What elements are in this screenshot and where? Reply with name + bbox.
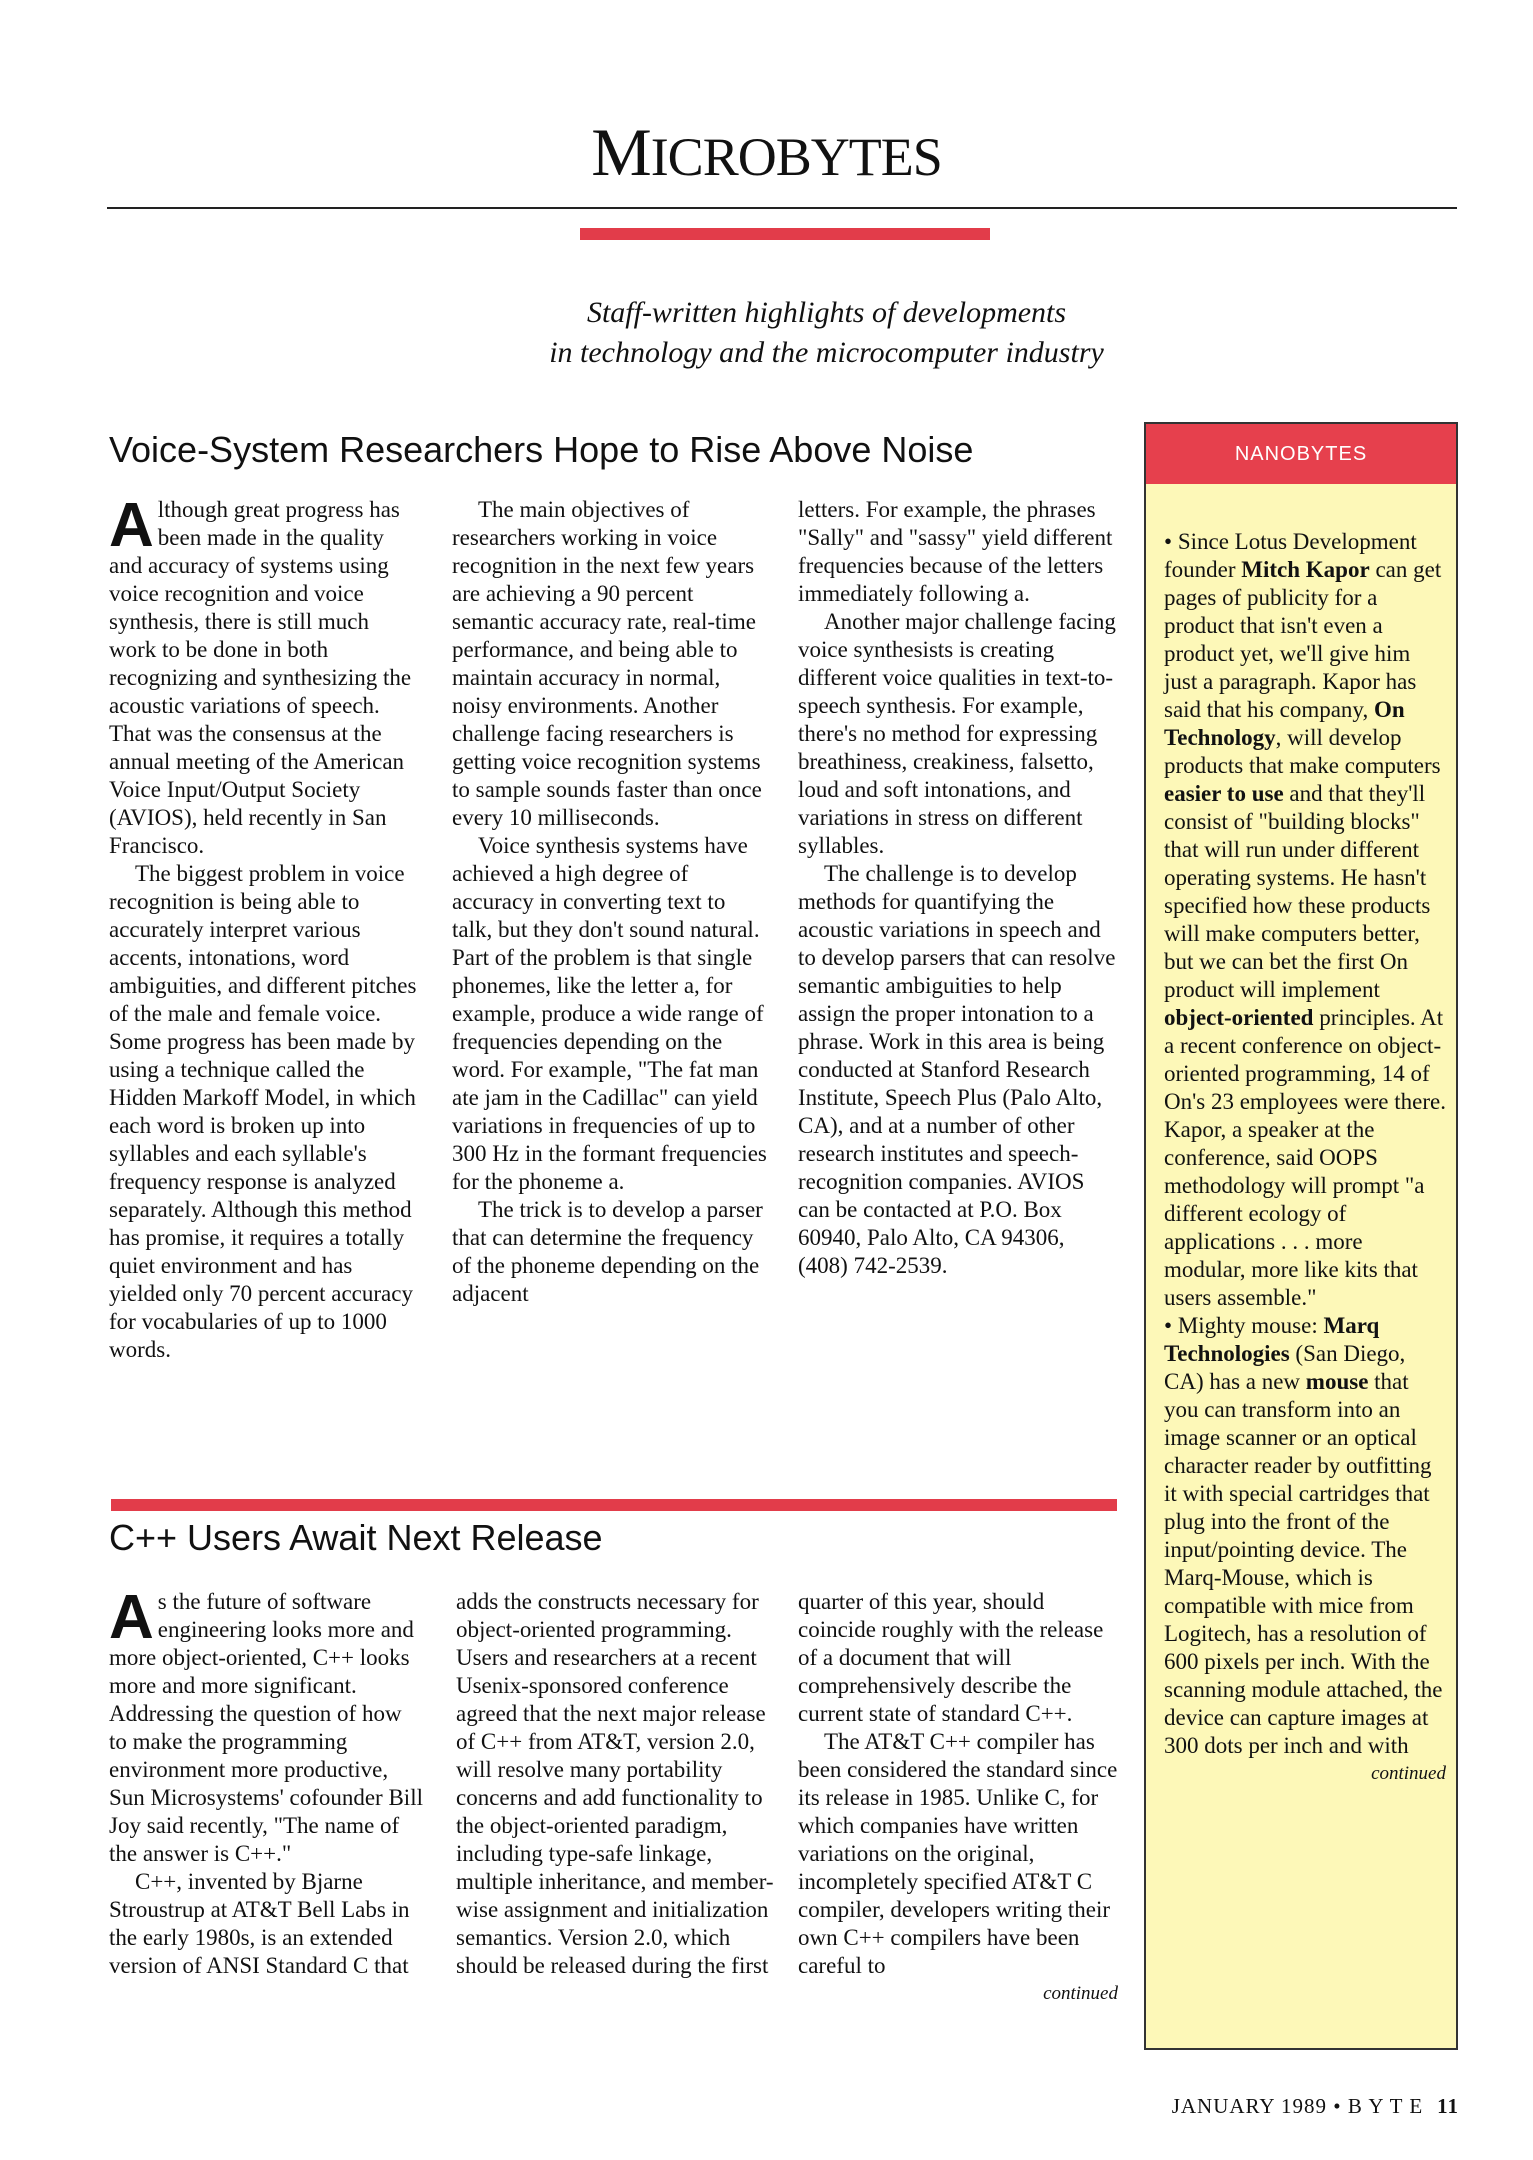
- page-number: 11: [1437, 2094, 1459, 2118]
- article1-paragraph: The challenge is to develop methods for quantifying the acoustic variations in speech and to develop parsers that can resolve semantic ambiguities to help assign the proper intonation to a phrase. Work in this area is being conducted at Stanford Research Institute, Speech Plus (Palo Alto, CA), and at a number of other research institutes and speech-recognition companies. AVIOS can be contacted at P.O. Box 60940, Palo Alto, CA 94306, (408) 742-2539.: [798, 861, 1116, 1278]
- masthead-initial: M: [591, 114, 651, 190]
- article1-paragraph: Voice synthesis systems have achieved a high degree of accuracy in converting text to talk, but they don't sound natural. Part of the problem is that single phonemes, like the letter a, for example, produce a wide range of frequencies depending on the word. For example, "The fat man ate jam in the Cadillac" can yield variations in frequencies of up to 300 Hz in the formant frequencies for the phoneme a.: [452, 833, 767, 1194]
- sidebar-item-2: • Mighty mouse: Marq Technologies (San Diego, CA) has a new mouse that you can transform into an image scanner or an optical character reader by outfitting it with special cartridges that plug into the front of the input/pointing device. The Marq-Mouse, which is compatible with mice from Logitech, has a resolution of 600 pixels per inch. With the scanning module attached, the device can capture images at 300 dots per inch and with: [1164, 1313, 1443, 1758]
- article2-paragraph: adds the constructs necessary for object-oriented programming. Users and researchers at a recent Usenix-sponsored conference agreed that the next major release of C++ from AT&T, version 2.0, will resolve many portability concerns and add functionality to the object-oriented paradigm, including type-safe linkage, multiple inheritance, and member-wise assignment and initialization semantics. Version 2.0, which should be released during the first: [456, 1589, 774, 1978]
- article1-paragraph: Although great progress has been made in the quality and accuracy of systems using voice recognition and voice synthesis, there is still much work to be done in both recognizing and synthesizing the acoustic variations of speech. That was the consensus at the annual meeting of the American Voice Input/Output Society (AVIOS), held recently in San Francisco.: [109, 491, 412, 858]
- section-subtitle: [0, 293, 1533, 373]
- article2-red-bar: [111, 1499, 1117, 1511]
- article1-paragraph: The main objectives of researchers working in voice recognition in the next few years are achieving a 90 percent semantic accuracy rate, real-time performance, and being able to maintain accuracy in normal, noisy environments. Another challenge facing researchers is getting voice recognition systems to sample sounds faster than once every 10 milliseconds.: [452, 497, 762, 830]
- subtitle-line-2: in technology and the microcomputer industry: [549, 336, 1104, 369]
- article2-paragraph: The AT&T C++ compiler has been considered the standard since its release in 1985. Unlike C, for which companies have written variations on the original, incompletely specified AT&T C compiler, developers writing their own C++ compilers have been careful to: [798, 1729, 1118, 1978]
- masthead-red-bar: [580, 228, 990, 240]
- article1-column-2: [452, 496, 770, 1308]
- masthead-title: [0, 112, 1533, 197]
- masthead-rest: ICROBYTES: [650, 127, 942, 187]
- article1-paragraph: Another major challenge facing voice synthesists is creating different voice qualities in text-to-speech synthesis. For example, there's no method for expressing breathiness, creakiness, falsetto, loud and soft intonations, and variations in stress on different syllables.: [798, 609, 1116, 858]
- article1-column-3: [798, 496, 1116, 1280]
- article1-paragraph: letters. For example, the phrases "Sally" and "sassy" yield different frequencies because of the letters immediately following a.: [798, 497, 1113, 606]
- article1-paragraph: The biggest problem in voice recognition is being able to accurately interpret various accents, intonations, word ambiguities, and different pitches of the male and female voice. Some progress has been made by using a technique called the Hidden Markoff Model, in which each word is broken up into syllables and each syllable's frequency response is analyzed separately. Although this method has promise, it requires a totally quiet environment and has yielded only 70 percent accuracy for vocabularies of up to 1000 words.: [109, 861, 417, 1362]
- footer-issue: JANUARY 1989 • B Y T E: [1171, 2094, 1424, 2118]
- article2-column-1: [109, 1583, 425, 1980]
- subtitle-line-1: Staff-written highlights of developments: [586, 296, 1067, 329]
- sidebar-title: NANOBYTES: [1146, 424, 1456, 484]
- article2-continued: continued: [1043, 1983, 1118, 2004]
- article2-dropcap: A: [109, 1583, 154, 1652]
- article2-column-2: [456, 1588, 774, 1980]
- article1-column-1: [109, 491, 419, 1364]
- article1-headline: Voice-System Researchers Hope to Rise Above Noise: [109, 429, 974, 470]
- article2-paragraph: C++, invented by Bjarne Stroustrup at AT&T Bell Labs in the early 1980s, is an extended version of ANSI Standard C that: [109, 1869, 410, 1978]
- article2-column-3: [798, 1588, 1118, 2008]
- page-footer: [1172, 2094, 1459, 2119]
- article2-headline: C++ Users Await Next Release: [109, 1517, 603, 1558]
- article1-paragraph: The trick is to develop a parser that can determine the frequency of the phoneme depending on the adjacent: [452, 1197, 763, 1306]
- nanobytes-sidebar: [1144, 422, 1458, 2050]
- article2-paragraph: quarter of this year, should coincide roughly with the release of a document that will comprehensively describe the current state of standard C++.: [798, 1589, 1104, 1726]
- sidebar-item-1: • Since Lotus Development founder Mitch Kapor can get pages of publicity for a product that isn't even a product yet, we'll give him just a paragraph. Kapor has said that his company, On Technology, will develop products that make computers easier to use and that they'll consist of "building blocks" that will run under different operating systems. He hasn't specified how these products will make computers better, but we can bet the first On product will implement object-oriented principles. At a recent conference on object-oriented programming, 14 of On's 23 employees were there. Kapor, a speaker at the conference, said OOPS methodology will prompt "a different ecology of applications . . . more modular, more like kits that users assemble.": [1164, 529, 1446, 1310]
- article1-dropcap: A: [109, 491, 154, 560]
- masthead-rule: [107, 207, 1457, 209]
- sidebar-continued: continued: [1371, 1763, 1446, 1784]
- sidebar-body: [1146, 484, 1456, 1788]
- article2-paragraph: As the future of software engineering looks more and more object-oriented, C++ looks more and more significant. Addressing the question of how to make the programming environment more productive, Sun Microsystems' cofounder Bill Joy said recently, "The name of the answer is C++.": [109, 1583, 423, 1866]
